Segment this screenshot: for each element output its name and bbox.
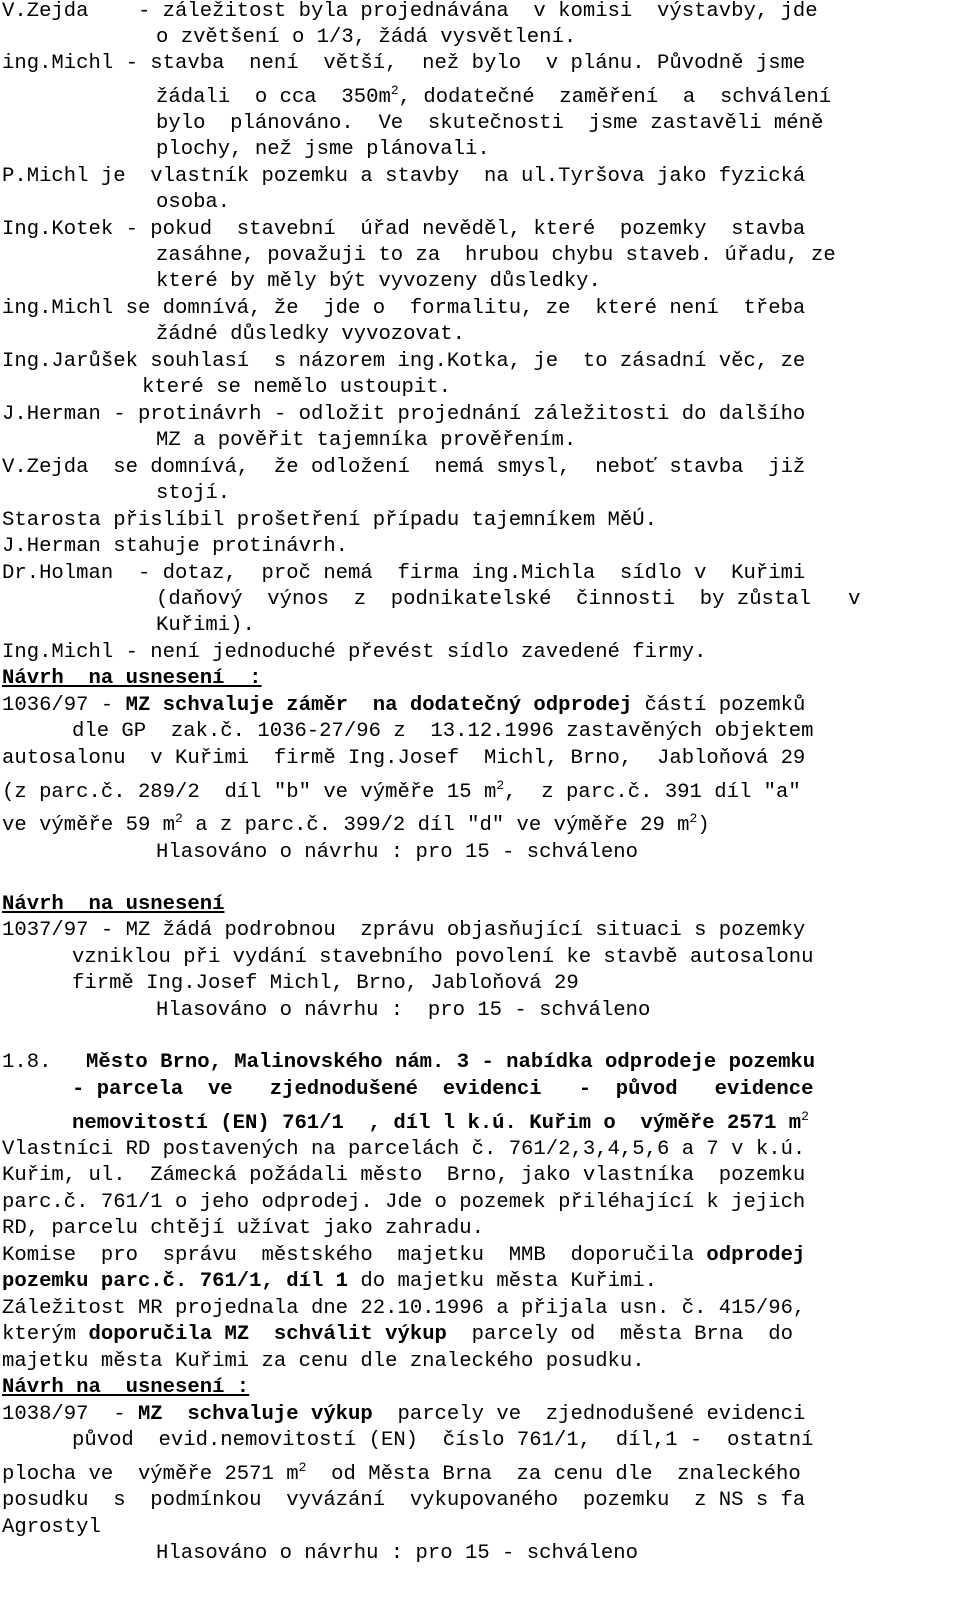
resolution-line: původ evid.nemovitostí (EN) číslo 761/1, díl,1 - ostatní: [72, 1429, 814, 1452]
paragraph-line: Vlastníci RD postavených na parcelách č. 761/2,3,4,5,6 a 7 v k.ú.: [2, 1138, 806, 1161]
text-line: zasáhne, považuji to za hrubou chybu staveb. úřadu, ze: [156, 244, 836, 267]
paragraph-line: parc.č. 761/1 o jeho odprodej. Jde o pozemek přiléhající k jejich: [2, 1191, 806, 1214]
section-title: - parcela ve zjednodušené evidenci - původ evidence: [72, 1078, 814, 1101]
paragraph-line: Komise pro správu městského majetku MMB doporučila odprodej: [2, 1244, 806, 1267]
vote-result: Hlasováno o návrhu : pro 15 - schváleno: [156, 1542, 638, 1565]
text-line: žádali o cca $350m^2$, dodatečné zaměření a schválení: [156, 83, 832, 109]
motion-heading: Návrh na usnesení: [2, 893, 225, 916]
paragraph-line: majetku města Kuřimi za cenu dle znaleckého posudku.: [2, 1350, 645, 1373]
text-line: P.Michl je vlastník pozemku a stavby na ul.Tyršova jako fyzická: [2, 165, 806, 188]
vote-result: Hlasováno o návrhu : pro 15 - schváleno: [156, 841, 638, 864]
text-line: (daňový výnos z podnikatelské činnosti by zůstal v: [156, 588, 861, 611]
resolution-line: 1038/97 - MZ schvaluje výkup parcely ve zjednodušené evidenci: [2, 1403, 806, 1426]
resolution-line: autosalonu v Kuřimi firmě Ing.Josef Michl, Brno, Jabloňová 29: [2, 747, 806, 770]
resolution-line: ve výměře 59 $m^2$ a z parc.č. 399/2 díl "d" ve výměře 29 $m^2$): [2, 811, 710, 837]
text-line: žádné důsledky vyvozovat.: [156, 323, 465, 346]
text-line: ing.Michl se domnívá, že jde o formalitu, ze které není třeba: [2, 297, 806, 320]
vote-result: Hlasováno o návrhu : pro 15 - schváleno: [156, 999, 651, 1022]
resolution-line: posudku s podmínkou vyvázání vykupovaného pozemku z NS s fa: [2, 1489, 806, 1512]
text-line: osoba.: [156, 191, 231, 214]
text-line: V.Zejda se domnívá, že odložení nemá smysl, neboť stavba již: [2, 456, 806, 479]
section-title: Město Brno, Malinovského nám. 3 - nabídka odprodeje pozemku: [86, 1051, 816, 1074]
text-line: Kuřimi).: [156, 614, 255, 637]
resolution-line: 1036/97 - MZ schvaluje záměr na dodatečný odprodej částí pozemků: [2, 694, 806, 717]
section-number: 1.8.: [2, 1051, 52, 1074]
text-line: které se nemělo ustoupit.: [142, 376, 451, 399]
text-line: Ing.Jarůšek souhlasí s názorem ing.Kotka, je to zásadní věc, ze: [2, 350, 806, 373]
paragraph-line: pozemku parc.č. 761/1, díl 1 do majetku města Kuřimi.: [2, 1270, 658, 1293]
text-line: které by měly být vyvozeny důsledky.: [156, 270, 601, 293]
resolution-line: plocha ve výměře 2571 $m^2$ od Města Brna za cenu dle znaleckého: [2, 1460, 801, 1486]
text-line: Starosta přislíbil prošetření případu tajemníkem MěÚ.: [2, 509, 657, 532]
paragraph-line: RD, parcelu chtějí užívat jako zahradu.: [2, 1217, 484, 1240]
text-line: Dr.Holman - dotaz, proč nemá firma ing.Michla sídlo v Kuřimi: [2, 562, 806, 585]
section-title: nemovitostí (EN) 761/1 , díl l k.ú. Kuřim o výměře 2571 $m^2$: [72, 1109, 809, 1135]
motion-heading: Návrh na usnesení :: [2, 1376, 250, 1399]
text-line: J.Herman - protinávrh - odložit projednání záležitosti do dalšího: [2, 403, 806, 426]
paragraph-line: kterým doporučila MZ schválit výkup parcely od města Brna do: [2, 1323, 793, 1346]
text-line: MZ a pověřit tajemníka prověřením.: [156, 429, 577, 452]
paragraph-line: Kuřim, ul. Zámecká požádali město Brno, jako vlastníka pozemku: [2, 1164, 806, 1187]
text-line: Ing.Kotek - pokud stavební úřad nevěděl, které pozemky stavba: [2, 218, 806, 241]
motion-heading: Návrh na usnesení :: [2, 667, 262, 690]
resolution-line: (z parc.č. 289/2 díl "b" ve výměře 15 $m^2$, z parc.č. 391 díl "a": [2, 778, 801, 804]
text-line: stojí.: [156, 482, 231, 505]
text-line: ing.Michl - stavba není větší, než bylo v plánu. Původně jsme: [2, 52, 806, 75]
text-line: J.Herman stahuje protinávrh.: [2, 535, 349, 558]
resolution-line: 1037/97 - MZ žádá podrobnou zprávu objasňující situaci s pozemky: [2, 919, 806, 942]
resolution-line: Agrostyl: [2, 1516, 101, 1539]
text-line: Ing.Michl - není jednoduché převést sídlo zavedené firmy.: [2, 641, 707, 664]
resolution-line: vzniklou při vydání stavebního povolení ke stavbě autosalonu: [72, 946, 814, 969]
text-line: plochy, než jsme plánovali.: [156, 138, 490, 161]
paragraph-line: Záležitost MR projednala dne 22.10.1996 a přijala usn. č. 415/96,: [2, 1297, 806, 1320]
text-line: o zvětšení o 1/3, žádá vysvětlení.: [156, 26, 577, 49]
resolution-line: dle GP zak.č. 1036-27/96 z 13.12.1996 zastavěných objektem: [72, 720, 814, 743]
text-line: V.Zejda - záležitost byla projednávána v komisi výstavby, jde: [2, 0, 818, 23]
text-line: bylo plánováno. Ve skutečnosti jsme zastavěli méně: [156, 112, 824, 135]
resolution-line: firmě Ing.Josef Michl, Brno, Jabloňová 29: [72, 972, 579, 995]
